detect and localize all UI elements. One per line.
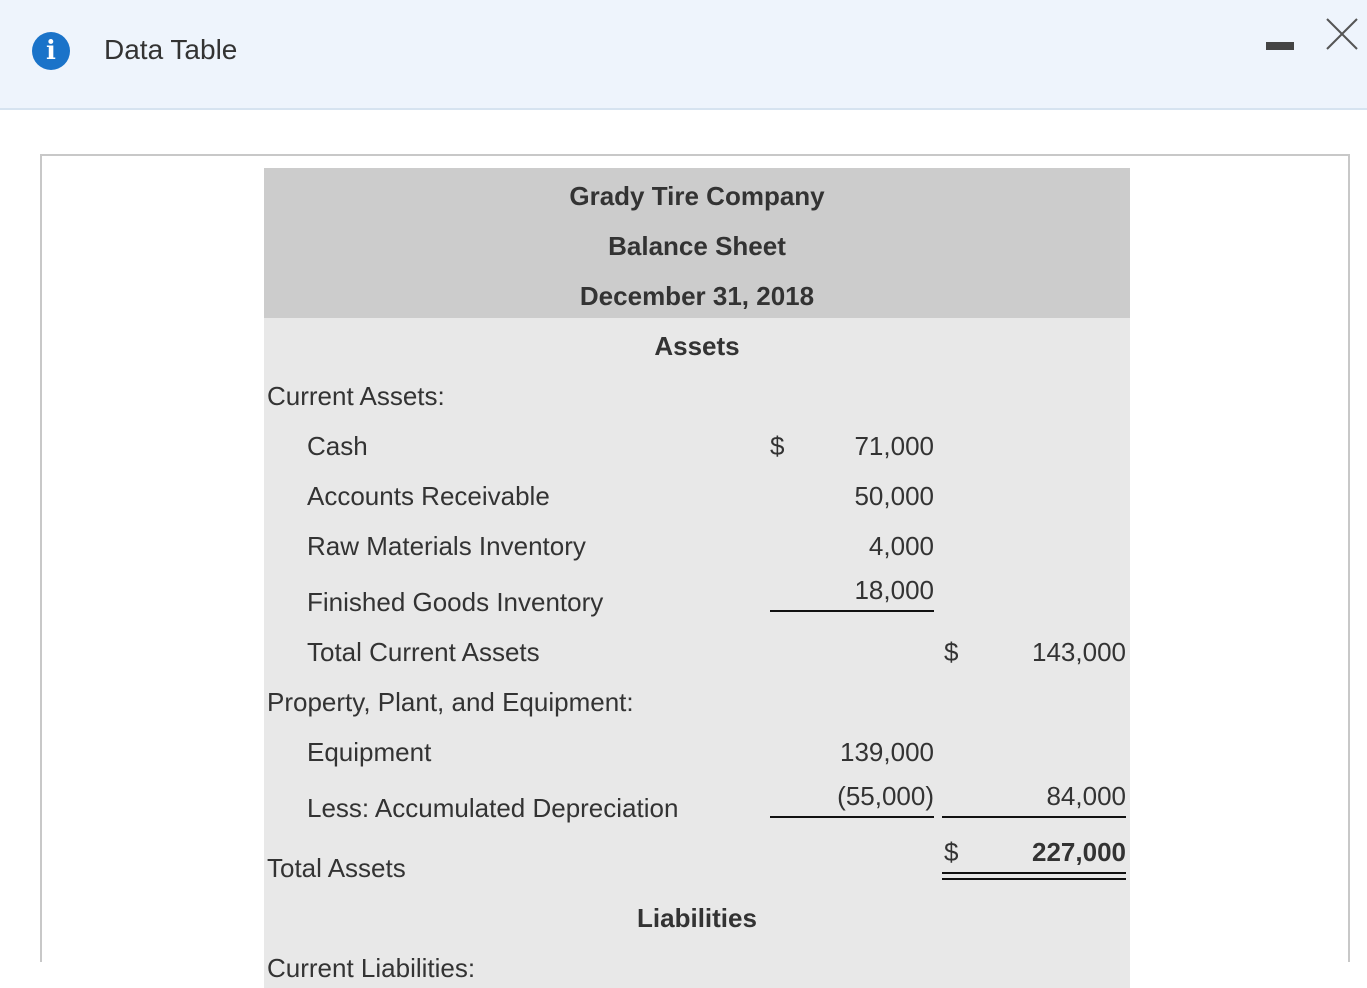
raw-materials-label: Raw Materials Inventory (307, 531, 586, 561)
finished-goods-value: 18,000 (854, 575, 934, 605)
current-liabilities-label: Current Liabilities: (267, 953, 476, 983)
total-assets-label: Total Assets (267, 853, 406, 883)
equipment-value: 139,000 (840, 737, 934, 767)
net-ppe-value: 84,000 (1046, 781, 1126, 811)
total-current-assets-label: Total Current Assets (307, 637, 540, 667)
total-assets-value: 227,000 (1032, 837, 1126, 867)
info-icon: i (32, 32, 70, 70)
statement-date: December 31, 2018 (579, 281, 815, 311)
statement-title: Balance Sheet (608, 231, 786, 261)
current-assets-label: Current Assets: (267, 381, 445, 411)
dialog-titlebar (0, 0, 1367, 110)
cash-label: Cash (307, 431, 368, 461)
net-ppe-rule (942, 816, 1126, 818)
total-double-rule-bottom (942, 878, 1126, 880)
depreciation-value: (55,000) (837, 781, 934, 811)
assets-heading: Assets (654, 331, 740, 361)
ar-label: Accounts Receivable (307, 481, 550, 511)
company-name: Grady Tire Company (569, 181, 825, 211)
dialog-title: Data Table (104, 34, 238, 65)
total-double-rule-top (942, 872, 1126, 874)
cash-currency: $ (770, 431, 785, 461)
finished-goods-label: Finished Goods Inventory (307, 587, 604, 617)
depreciation-label: Less: Accumulated Depreciation (307, 793, 679, 823)
total-current-assets-value: 143,000 (1032, 637, 1126, 667)
liabilities-heading: Liabilities (637, 903, 757, 933)
subtotal-rule (770, 610, 934, 612)
total-assets-currency: $ (944, 837, 959, 867)
data-table-frame (40, 154, 1350, 983)
minimize-icon[interactable] (1266, 42, 1294, 50)
total-current-assets-currency: $ (944, 637, 959, 667)
equipment-label: Equipment (307, 737, 432, 767)
balance-sheet (264, 168, 1130, 988)
ar-value: 50,000 (854, 481, 934, 511)
depreciation-rule (770, 816, 934, 818)
close-icon[interactable] (1324, 16, 1360, 52)
raw-materials-value: 4,000 (868, 531, 934, 561)
ppe-label: Property, Plant, and Equipment: (267, 687, 634, 717)
cash-value: 71,000 (854, 431, 934, 461)
